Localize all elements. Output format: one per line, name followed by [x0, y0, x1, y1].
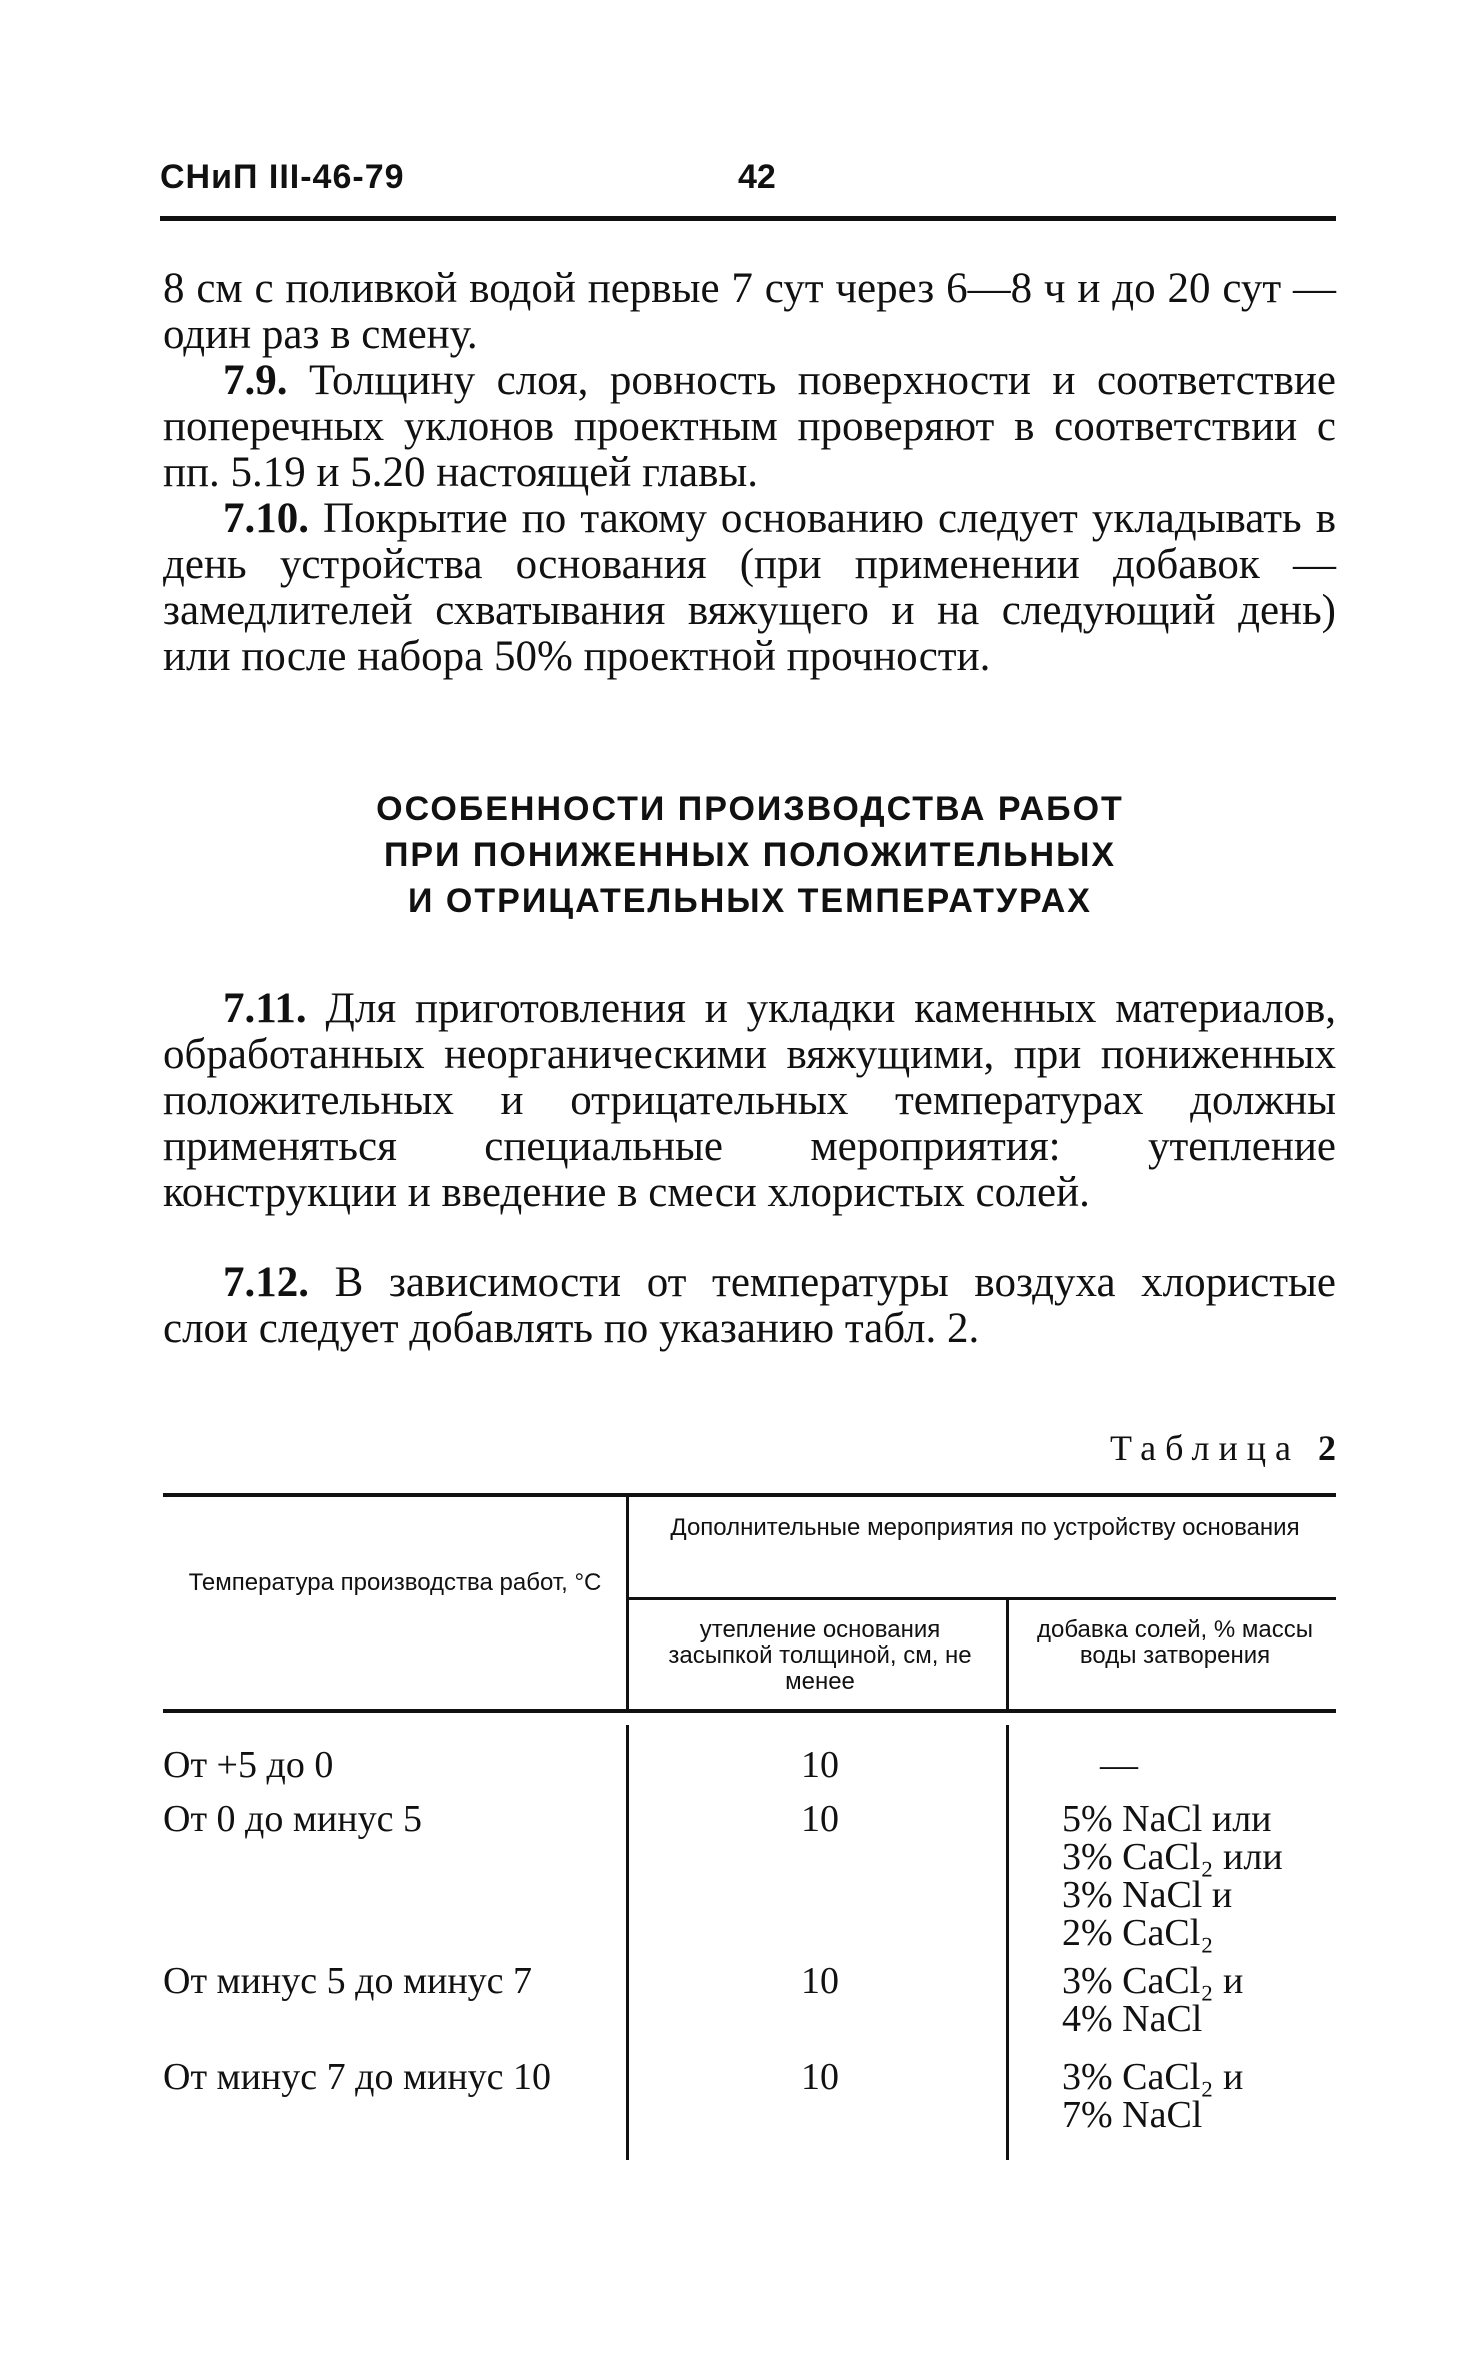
- table-cell-insulation: 10: [801, 2056, 839, 2098]
- table-cell-insulation: 10: [801, 1744, 839, 1786]
- paragraph-number: 7.11.: [223, 985, 307, 1032]
- paragraph-7-9: [163, 358, 1336, 496]
- paragraph-7-11: [163, 986, 1336, 1216]
- table-header-vrule-1: [626, 1497, 629, 1709]
- paragraph-number: 7.12.: [223, 1259, 309, 1306]
- table-header-temperature: Температура производства работ, °C: [188, 1569, 602, 1596]
- paragraph-continuation: [163, 266, 1336, 358]
- salt-line: 3% CaCl₂ и: [1062, 1960, 1244, 2002]
- table-cell-salts: [1100, 1746, 1138, 1784]
- salt-line: 5% NaCl или: [1062, 1798, 1272, 1840]
- paragraph-7-12: [163, 1260, 1336, 1352]
- page-number: 42: [738, 158, 776, 196]
- table-cell-temperature: От минус 5 до минус 7: [163, 1960, 533, 2002]
- heading-line: ОСОБЕННОСТИ ПРОИЗВОДСТВА РАБОТ: [376, 790, 1124, 828]
- salt-line: 3% CaCl₂ и: [1062, 2056, 1244, 2098]
- table-body-vrule-2: [1006, 1725, 1009, 2160]
- paragraph-text: Покрытие по такому основанию следует укладывать в день устройства основания (при применении добавок — замедлителей схватывания вяжущего и на следующий день) или после набора 50% проектной прочности.: [163, 495, 1336, 680]
- table-cell-salts: [1062, 1800, 1283, 1952]
- table-cell-insulation: 10: [801, 1960, 839, 2002]
- table-caption-number: 2: [1318, 1428, 1336, 1468]
- document-code: СНиП III-46-79: [160, 158, 405, 196]
- table-cell-temperature: От +5 до 0: [163, 1744, 334, 1786]
- salt-line: 2% CaCl₂: [1062, 1912, 1214, 1954]
- paragraph-text: Толщину слоя, ровность поверхности и соответствие поперечных уклонов проектным проверяют в соответствии с пп. 5.19 и 5.20 настоящей главы.: [163, 357, 1336, 496]
- table-subheader-rule: [629, 1597, 1336, 1600]
- table-cell-temperature: От минус 7 до минус 10: [163, 2056, 552, 2098]
- paragraph-number: 7.10.: [223, 495, 309, 542]
- table-cell-salts: [1062, 1962, 1243, 2038]
- salt-line: 3% NaCl и: [1062, 1874, 1233, 1916]
- table-header-vrule-2: [1006, 1600, 1009, 1709]
- table-header-insulation: утепление основания засыпкой толщиной, см, не менее: [668, 1616, 972, 1695]
- table-header-measures: Дополнительные мероприятия по устройству основания: [670, 1514, 1300, 1541]
- table-top-rule: [163, 1493, 1336, 1497]
- header-rule: [160, 216, 1336, 221]
- paragraph-number: 7.9.: [223, 357, 288, 404]
- paragraph-text: В зависимости от температуры воздуха хлористые слои следует добавлять по указанию табл. 2.: [163, 1259, 1336, 1352]
- salt-line: —: [1100, 1744, 1138, 1786]
- table-caption: [1110, 1427, 1336, 1469]
- table-cell-salts: [1062, 2058, 1243, 2134]
- section-heading: [300, 786, 1200, 924]
- paragraph-7-10: [163, 496, 1336, 680]
- heading-line: ПРИ ПОНИЖЕННЫХ ПОЛОЖИТЕЛЬНЫХ: [383, 836, 1117, 874]
- table-header-bottom-rule: [163, 1709, 1336, 1713]
- table-caption-word: Таблица: [1110, 1428, 1300, 1468]
- table-body-vrule-1: [626, 1725, 629, 2160]
- heading-line: И ОТРИЦАТЕЛЬНЫХ ТЕМПЕРАТУРАХ: [408, 882, 1092, 920]
- paragraph-text: 8 см с поливкой водой первые 7 сут через 6—8 ч и до 20 сут — один раз в смену.: [163, 265, 1336, 358]
- salt-line: 3% CaCl₂ или: [1062, 1836, 1283, 1878]
- table-header-salts: добавка солей, % массы воды затворения: [1037, 1616, 1313, 1669]
- salt-line: 7% NaCl: [1062, 2094, 1203, 2136]
- paragraph-text: Для приготовления и укладки каменных материалов, обработанных неорганическими вяжущими, при пониженных положительных и отрицательных температурах должны применяться специальные мероприятия: утепление конструкции и введение в смеси хлористых солей.: [163, 985, 1336, 1216]
- salt-line: 4% NaCl: [1062, 1998, 1203, 2040]
- table-cell-temperature: От 0 до минус 5: [163, 1798, 422, 1840]
- table-cell-insulation: 10: [801, 1798, 839, 1840]
